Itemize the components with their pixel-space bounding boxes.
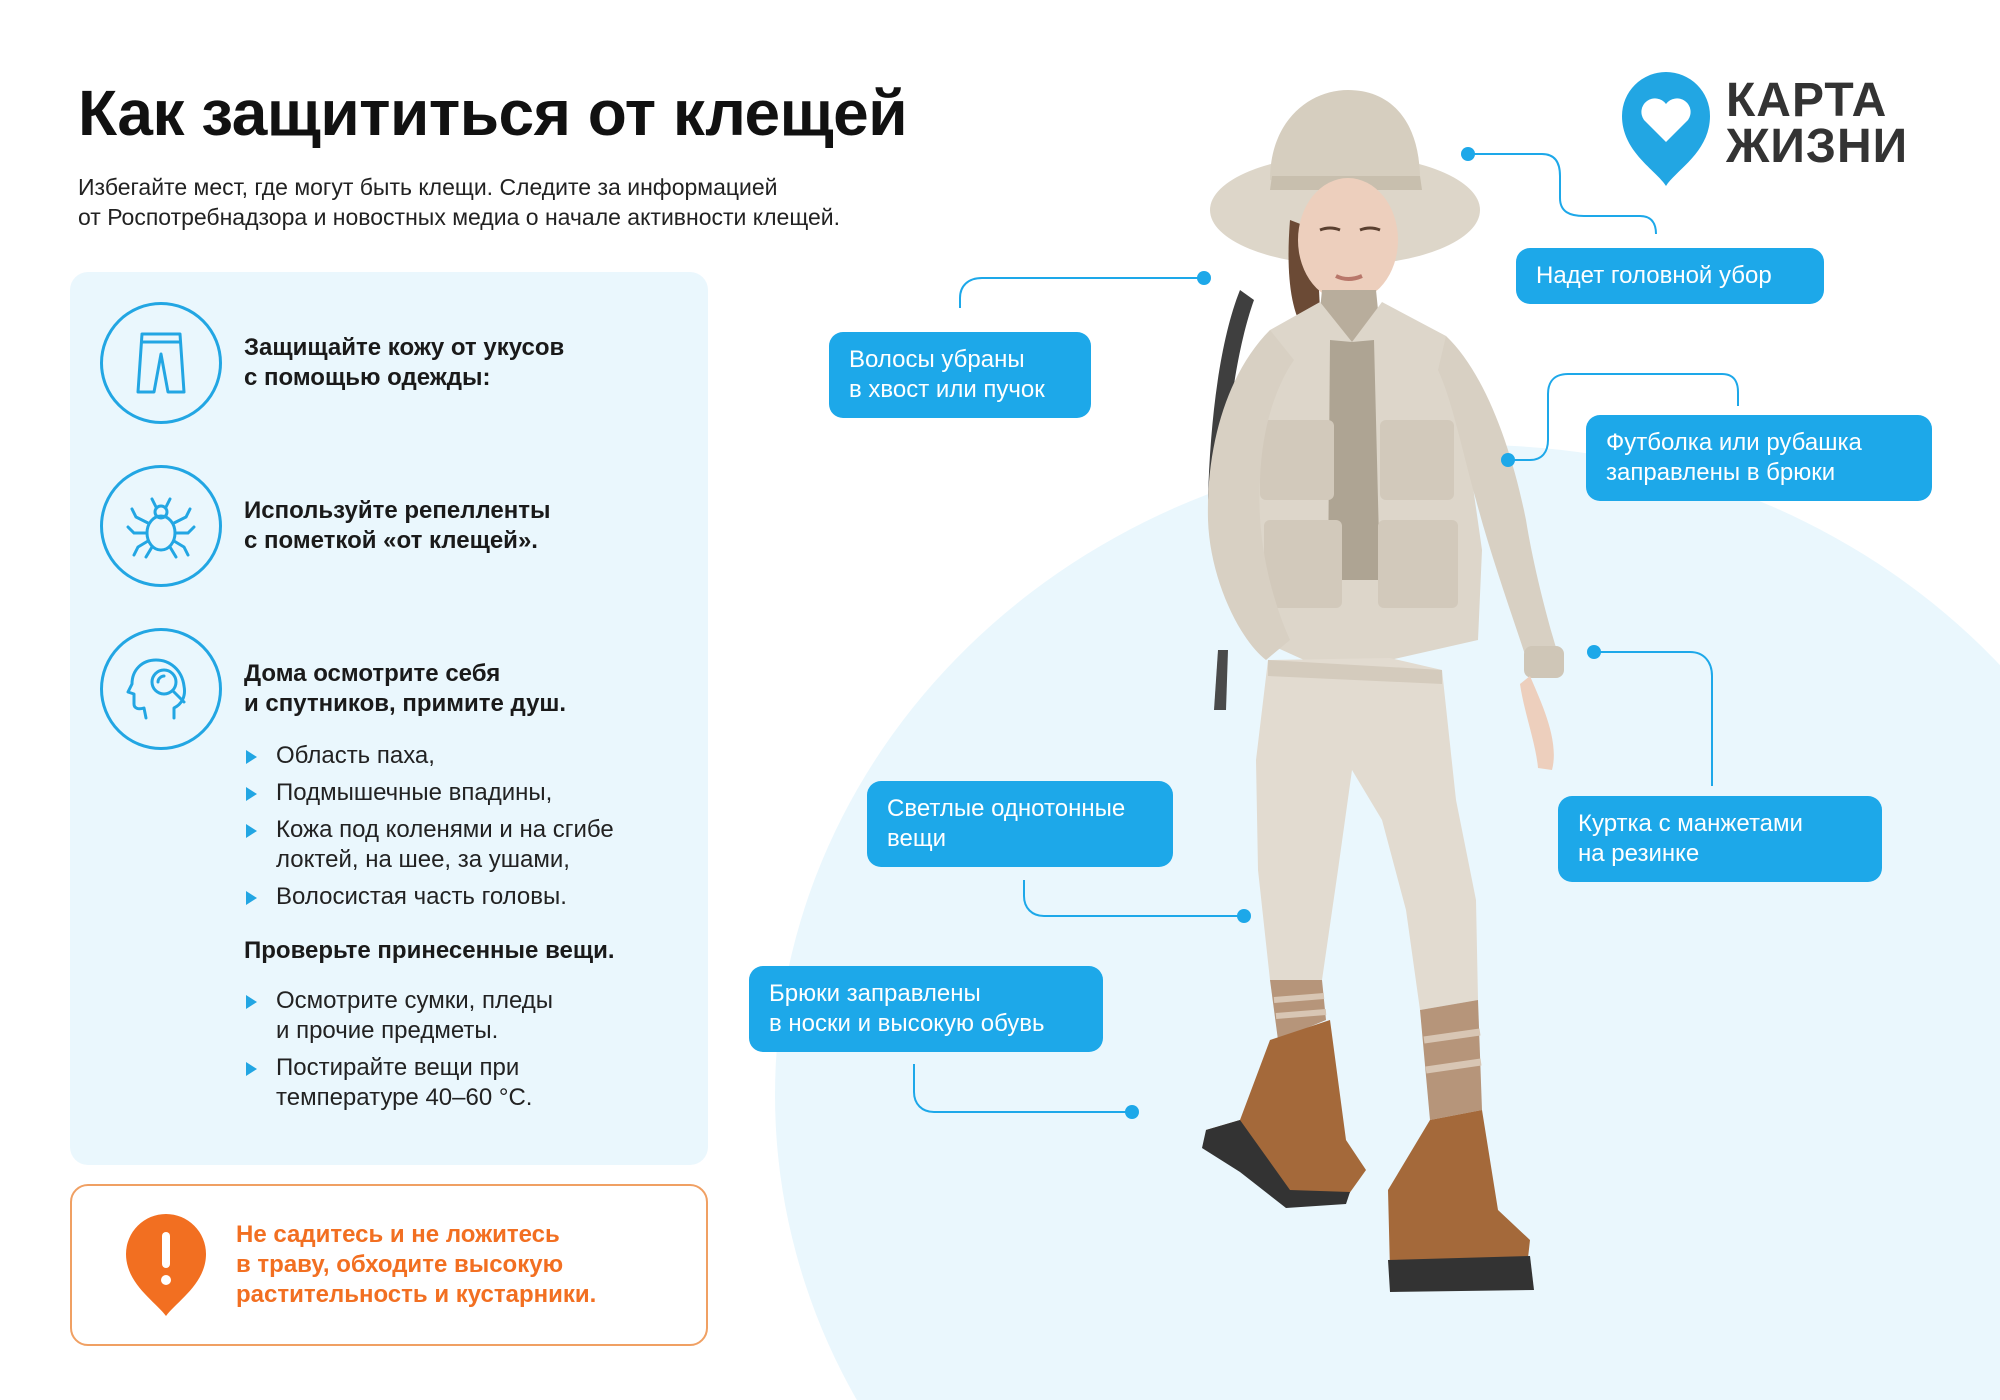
warning-text: Не садитесь и не ложитесь в траву, обходите высокую растительность и кустарники. <box>236 1221 597 1308</box>
callout-jacket: Куртка с манжетами на резинке <box>1558 796 1882 882</box>
list-item: Осмотрите сумки, пледы и прочие предметы. <box>244 986 684 1046</box>
list-item: Волосистая часть головы. <box>244 882 684 912</box>
callout-shirt: Футболка или рубашка заправлены в брюки <box>1586 415 1932 501</box>
page-title: Как защититься от клещей <box>78 77 908 149</box>
list-item: Область паха, <box>244 741 684 771</box>
tip-repellent-heading: Используйте репелленты с пометкой «от клещей». <box>244 497 551 554</box>
tip-inspection-heading: Дома осмотрите себя и спутников, примите душ. <box>244 660 567 717</box>
callout-hair: Волосы убраны в хвост или пучок <box>829 332 1091 418</box>
list-item: Кожа под коленями и на сгибе локтей, на шее, за ушами, <box>244 815 684 875</box>
callout-trousers: Брюки заправлены в носки и высокую обувь <box>749 966 1103 1052</box>
callout-headwear: Надет головной убор <box>1516 248 1824 304</box>
tip-belongings-heading: Проверьте принесенные вещи. <box>244 937 615 964</box>
logo-line-1: КАРТА <box>1726 74 1888 127</box>
page-subtitle: Избегайте мест, где могут быть клещи. Следите за информацией от Роспотребнадзора и новостных медиа о начале активности клещей. <box>78 174 841 230</box>
list-item: Подмышечные впадины, <box>244 778 684 808</box>
callout-colors: Светлые однотонные вещи <box>867 781 1173 867</box>
list-item: Постирайте вещи при температуре 40–60 °С. <box>244 1053 684 1113</box>
tip-clothing-heading: Защищайте кожу от укусов с помощью одежды: <box>244 334 565 391</box>
logo-line-2: ЖИЗНИ <box>1726 120 1909 173</box>
